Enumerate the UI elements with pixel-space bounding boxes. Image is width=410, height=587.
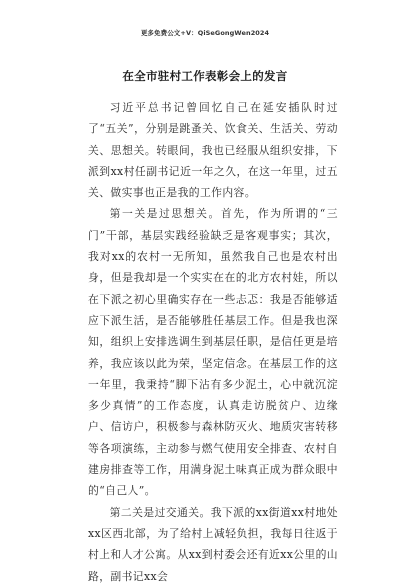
paragraph: 习近平总书记曾回忆自己在延安插队时过了“五关”，分别是跳蚤关、饮食关、生活关、劳动关、思想关。转眼间，我也已经服从组织安排，下派到xx村任副书记近一年之久，在这一年里，过五关、做实事也正是我的工作内容。 [88,101,338,200]
document-body [88,97,338,587]
paragraph: 第二关是过交通关。我下派的xx街道xx村地处xx区西北部，为了给村上减轻负担，我每日往返于村上和人才公寓。从xx到村委会还有近xx公里的山路，副书记xx会 [88,505,338,583]
paragraph: 第一关是过思想关。首先，作为所谓的“三门”干部，基层实践经验缺乏是客观事实；其次，我对xx的农村一无所知，虽然我自己也是农村出身，但是我却是一个实实在在的北方农村娃，所以在下派之初心里确实存在一些忐忑：我是否能够适应下派生活，是否能够胜任基层工作。但是我也深知，组织上安排选调生到基层任职，是信任更是培养，我应该以此为荣，坚定信念。在基层工作的这一年里，我秉持“脚下沾有多少泥土，心中就沉淀多少真情”的工作态度，认真走访脱贫户、边缘户、信访户，积极参与森林防灭火、地质灾害转移等各项演练，主动参与燃气使用安全排查、农村自建房排查等工作，用满身泥土味真正成为群众眼中的“自己人”。 [88,207,338,498]
header-note: 更多免费公文+V：QiSeGongWen2024 [140,29,270,37]
document-title: 在全市驻村工作表彰会上的发言 [122,69,288,83]
